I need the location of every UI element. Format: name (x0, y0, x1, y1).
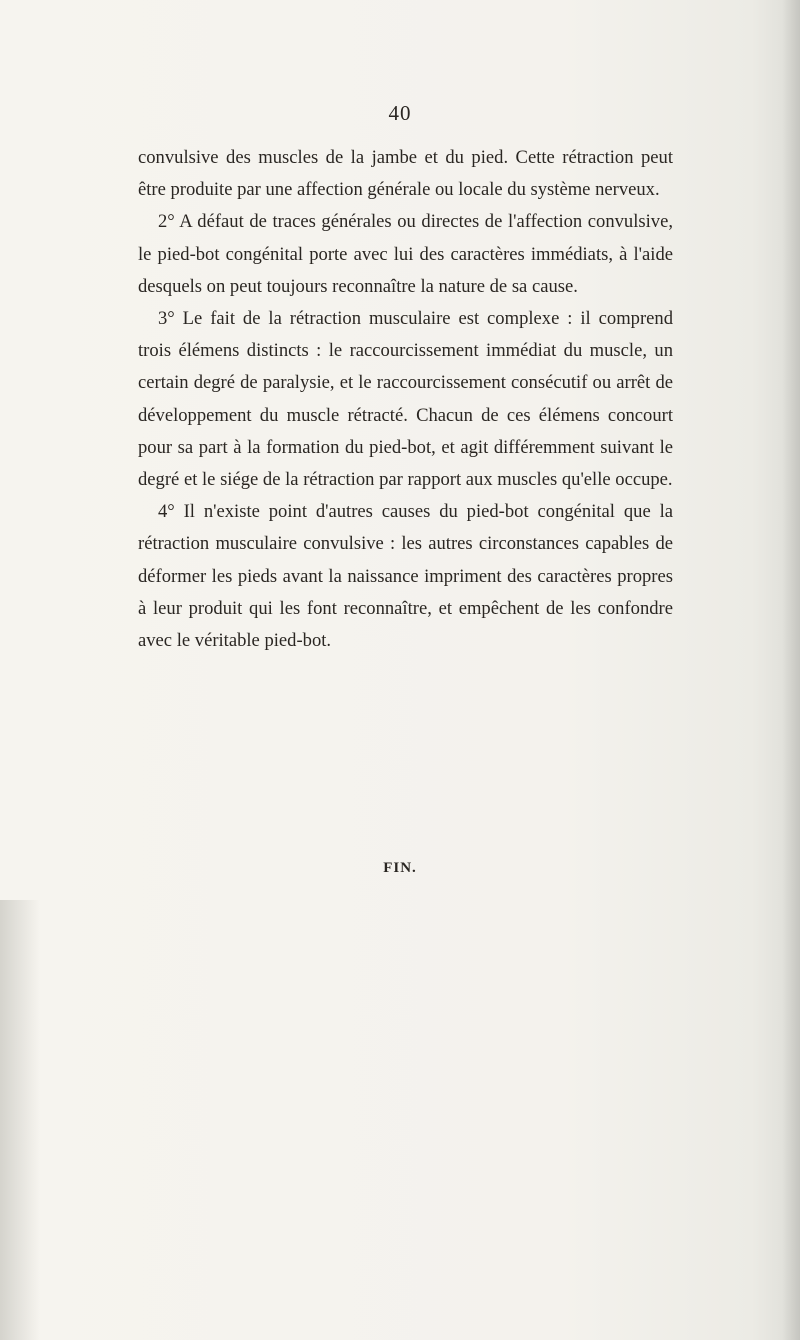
page-shadow-left (0, 900, 40, 1340)
paragraph-point-2: 2° A défaut de traces générales ou directes de l'affection convulsive, le pied-bot congénital porte avec lui des caractères immédiats, à l'aide desquels on peut toujours reconnaître la nature de sa cause. (138, 211, 673, 297)
page-shadow-right (782, 0, 800, 1340)
paragraph-continuation: convulsive des muscles de la jambe et du pied. Cette rétraction peut être produite par une affection générale ou locale du système nerveux. (138, 147, 673, 201)
paragraph-point-4: 4° Il n'existe point d'autres causes du pied-bot congénital que la rétraction musculaire convulsive : les autres circonstances capables de déformer les pieds avant la naissance impriment des caractères propres à leur produit qui les font reconnaître, et empêchent de les confondre avec le véritable pied-bot. (138, 501, 673, 652)
page-number: 40 (388, 101, 412, 125)
body-text (138, 142, 673, 657)
end-mark: FIN. (383, 860, 417, 876)
paragraph-point-3: 3° Le fait de la rétraction musculaire est complexe : il comprend trois élémens distincts : le raccourcissement immédiat du muscle, un certain degré de paralysie, et le raccourcissement consécutif ou arrêt de développement du muscle rétracté. Chacun de ces élémens concourt pour sa part à la formation du pied-bot, et agit différemment suivant le degré et le siége de la rétraction par rapport aux muscles qu'elle occupe. (138, 308, 673, 491)
